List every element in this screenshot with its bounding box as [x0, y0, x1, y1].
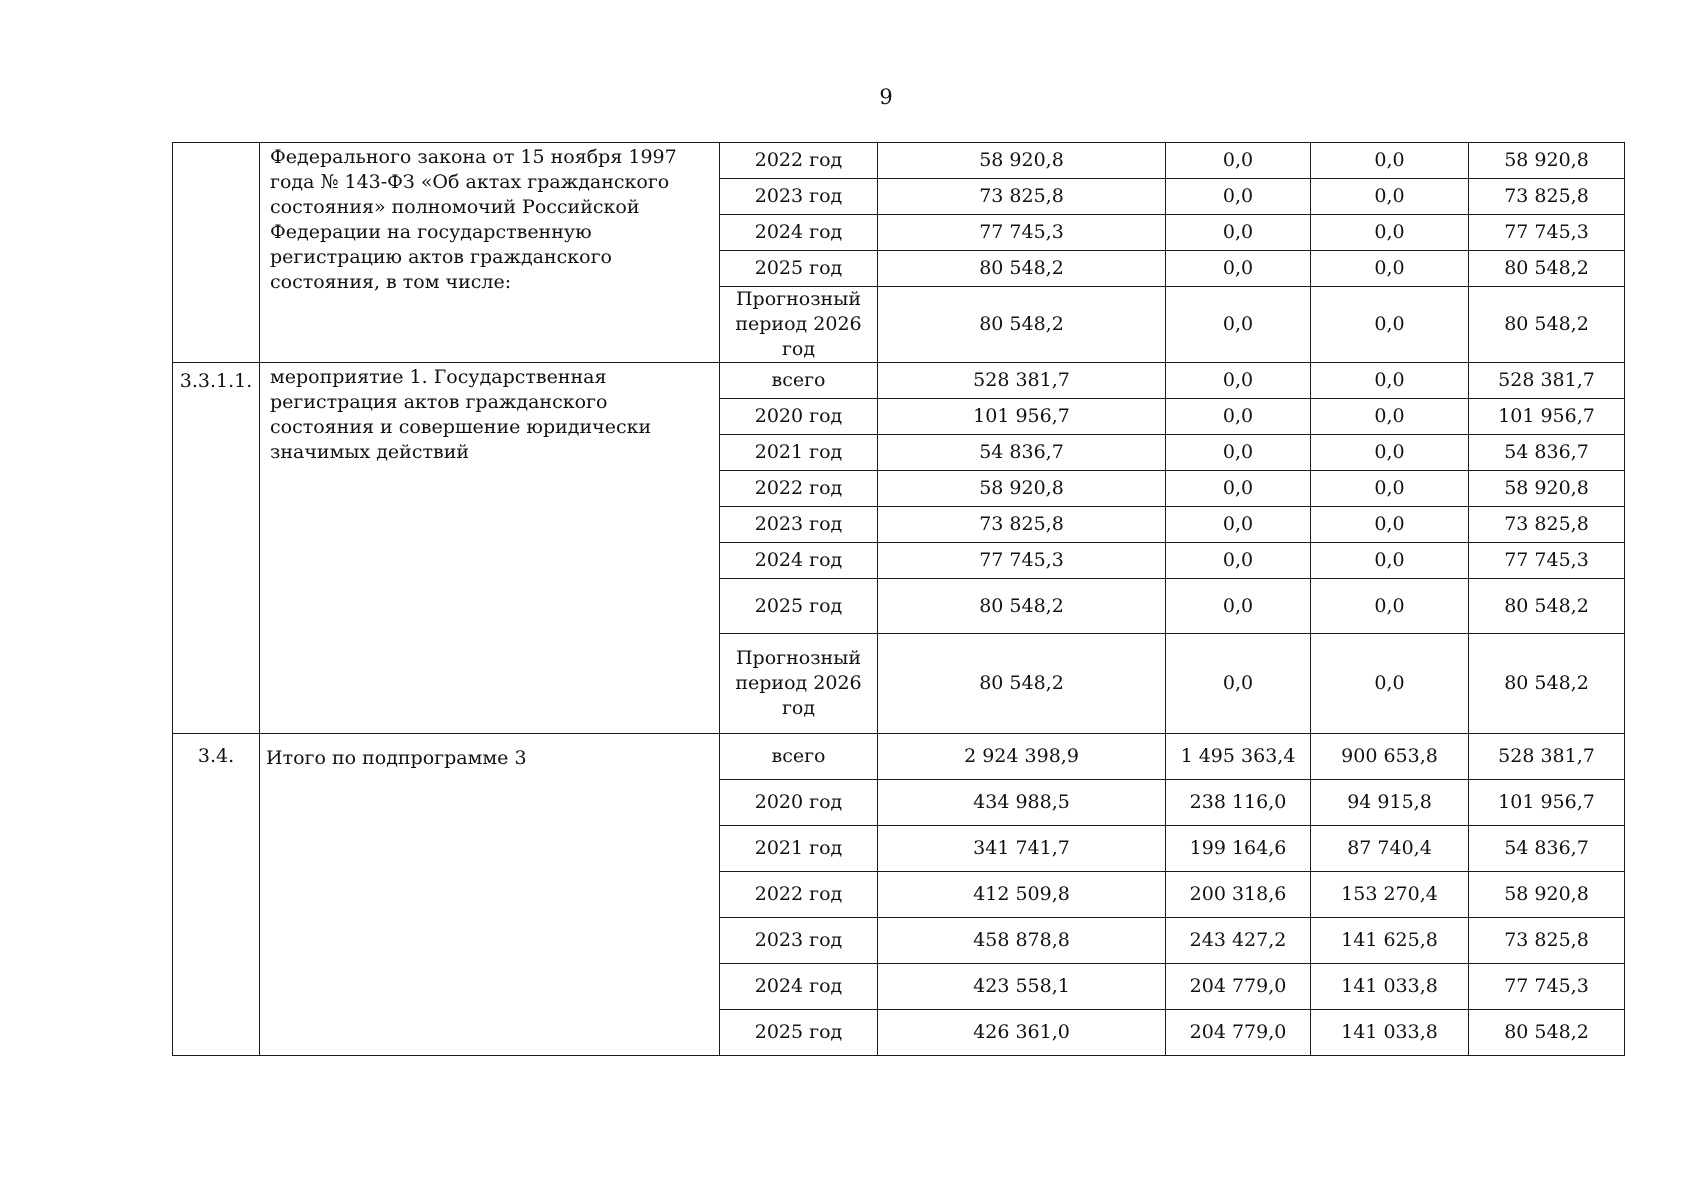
value-cell: 0,0 [1166, 471, 1311, 507]
page-number: 9 [879, 85, 893, 109]
value-cell: 200 318,6 [1166, 872, 1311, 918]
value-cell: 58 920,8 [1469, 872, 1625, 918]
total-cell: 341 741,7 [878, 826, 1166, 872]
period-cell: 2021 год [720, 826, 878, 872]
value-cell: 54 836,7 [1469, 826, 1625, 872]
period-cell: 2020 год [720, 780, 878, 826]
value-cell: 0,0 [1311, 634, 1469, 734]
total-cell: 54 836,7 [878, 435, 1166, 471]
value-cell: 58 920,8 [1469, 471, 1625, 507]
total-cell: 412 509,8 [878, 872, 1166, 918]
total-cell: 77 745,3 [878, 543, 1166, 579]
total-cell: 423 558,1 [878, 964, 1166, 1010]
period-cell: 2022 год [720, 872, 878, 918]
value-cell: 0,0 [1166, 543, 1311, 579]
value-cell: 73 825,8 [1469, 918, 1625, 964]
period-cell: 2023 год [720, 507, 878, 543]
section-number: 3.4. [173, 734, 260, 1056]
value-cell: 0,0 [1311, 215, 1469, 251]
value-cell: 0,0 [1311, 179, 1469, 215]
total-cell: 80 548,2 [878, 634, 1166, 734]
table-row [173, 734, 1625, 780]
value-cell: 204 779,0 [1166, 1010, 1311, 1056]
budget-table-body [173, 143, 1625, 1056]
value-cell: 528 381,7 [1469, 363, 1625, 399]
total-cell: 101 956,7 [878, 399, 1166, 435]
value-cell: 77 745,3 [1469, 215, 1625, 251]
total-cell: 2 924 398,9 [878, 734, 1166, 780]
section-number [173, 143, 260, 363]
value-cell: 0,0 [1311, 471, 1469, 507]
section-description: Итого по подпрограмме 3 [260, 734, 720, 1056]
period-cell: всего [720, 363, 878, 399]
value-cell: 0,0 [1311, 287, 1469, 363]
value-cell: 0,0 [1166, 215, 1311, 251]
period-cell: всего [720, 734, 878, 780]
value-cell: 0,0 [1166, 435, 1311, 471]
value-cell: 0,0 [1166, 287, 1311, 363]
value-cell: 58 920,8 [1469, 143, 1625, 179]
total-cell: 73 825,8 [878, 507, 1166, 543]
value-cell: 141 033,8 [1311, 1010, 1469, 1056]
value-cell: 0,0 [1311, 363, 1469, 399]
value-cell: 73 825,8 [1469, 179, 1625, 215]
value-cell: 0,0 [1166, 363, 1311, 399]
value-cell: 0,0 [1311, 579, 1469, 634]
value-cell: 141 625,8 [1311, 918, 1469, 964]
period-cell: 2023 год [720, 179, 878, 215]
value-cell: 77 745,3 [1469, 543, 1625, 579]
period-cell: 2020 год [720, 399, 878, 435]
total-cell: 80 548,2 [878, 287, 1166, 363]
total-cell: 73 825,8 [878, 179, 1166, 215]
value-cell: 0,0 [1311, 435, 1469, 471]
value-cell: 77 745,3 [1469, 964, 1625, 1010]
section-number: 3.3.1.1. [173, 363, 260, 734]
value-cell: 0,0 [1166, 579, 1311, 634]
total-cell: 58 920,8 [878, 471, 1166, 507]
period-cell: 2023 год [720, 918, 878, 964]
period-cell: 2022 год [720, 143, 878, 179]
value-cell: 0,0 [1311, 251, 1469, 287]
table-row [173, 363, 1625, 399]
period-cell: 2022 год [720, 471, 878, 507]
value-cell: 0,0 [1166, 399, 1311, 435]
period-cell: 2021 год [720, 435, 878, 471]
value-cell: 900 653,8 [1311, 734, 1469, 780]
value-cell: 80 548,2 [1469, 287, 1625, 363]
value-cell: 0,0 [1166, 143, 1311, 179]
value-cell: 80 548,2 [1469, 634, 1625, 734]
value-cell: 199 164,6 [1166, 826, 1311, 872]
value-cell: 141 033,8 [1311, 964, 1469, 1010]
value-cell: 0,0 [1311, 399, 1469, 435]
section-description: Федерального закона от 15 ноября 1997 года № 143-ФЗ «Об актах гражданского состояния» полномочий Российской Федерации на государственную регистрацию актов гражданского состояния, в том числе: [260, 143, 720, 363]
value-cell: 80 548,2 [1469, 251, 1625, 287]
period-cell: 2024 год [720, 964, 878, 1010]
value-cell: 1 495 363,4 [1166, 734, 1311, 780]
value-cell: 153 270,4 [1311, 872, 1469, 918]
value-cell: 0,0 [1166, 634, 1311, 734]
period-cell: 2024 год [720, 215, 878, 251]
value-cell: 0,0 [1166, 251, 1311, 287]
value-cell: 0,0 [1311, 543, 1469, 579]
value-cell: 80 548,2 [1469, 1010, 1625, 1056]
value-cell: 101 956,7 [1469, 780, 1625, 826]
total-cell: 58 920,8 [878, 143, 1166, 179]
value-cell: 0,0 [1166, 179, 1311, 215]
value-cell: 94 915,8 [1311, 780, 1469, 826]
value-cell: 101 956,7 [1469, 399, 1625, 435]
section-description: мероприятие 1. Государственная регистрация актов гражданского состояния и совершение юридически значимых действий [260, 363, 720, 734]
period-cell: 2025 год [720, 1010, 878, 1056]
period-cell: 2025 год [720, 251, 878, 287]
period-cell: 2025 год [720, 579, 878, 634]
value-cell: 204 779,0 [1166, 964, 1311, 1010]
value-cell: 87 740,4 [1311, 826, 1469, 872]
total-cell: 77 745,3 [878, 215, 1166, 251]
value-cell: 73 825,8 [1469, 507, 1625, 543]
value-cell: 0,0 [1166, 507, 1311, 543]
value-cell: 54 836,7 [1469, 435, 1625, 471]
period-cell: 2024 год [720, 543, 878, 579]
total-cell: 80 548,2 [878, 579, 1166, 634]
value-cell: 528 381,7 [1469, 734, 1625, 780]
period-cell: Прогнозный период 2026 год [720, 287, 878, 363]
value-cell: 243 427,2 [1166, 918, 1311, 964]
total-cell: 528 381,7 [878, 363, 1166, 399]
value-cell: 0,0 [1311, 143, 1469, 179]
total-cell: 434 988,5 [878, 780, 1166, 826]
total-cell: 426 361,0 [878, 1010, 1166, 1056]
total-cell: 80 548,2 [878, 251, 1166, 287]
value-cell: 80 548,2 [1469, 579, 1625, 634]
budget-table [172, 142, 1625, 1056]
value-cell: 238 116,0 [1166, 780, 1311, 826]
total-cell: 458 878,8 [878, 918, 1166, 964]
period-cell: Прогнозный период 2026 год [720, 634, 878, 734]
value-cell: 0,0 [1311, 507, 1469, 543]
table-row [173, 143, 1625, 179]
